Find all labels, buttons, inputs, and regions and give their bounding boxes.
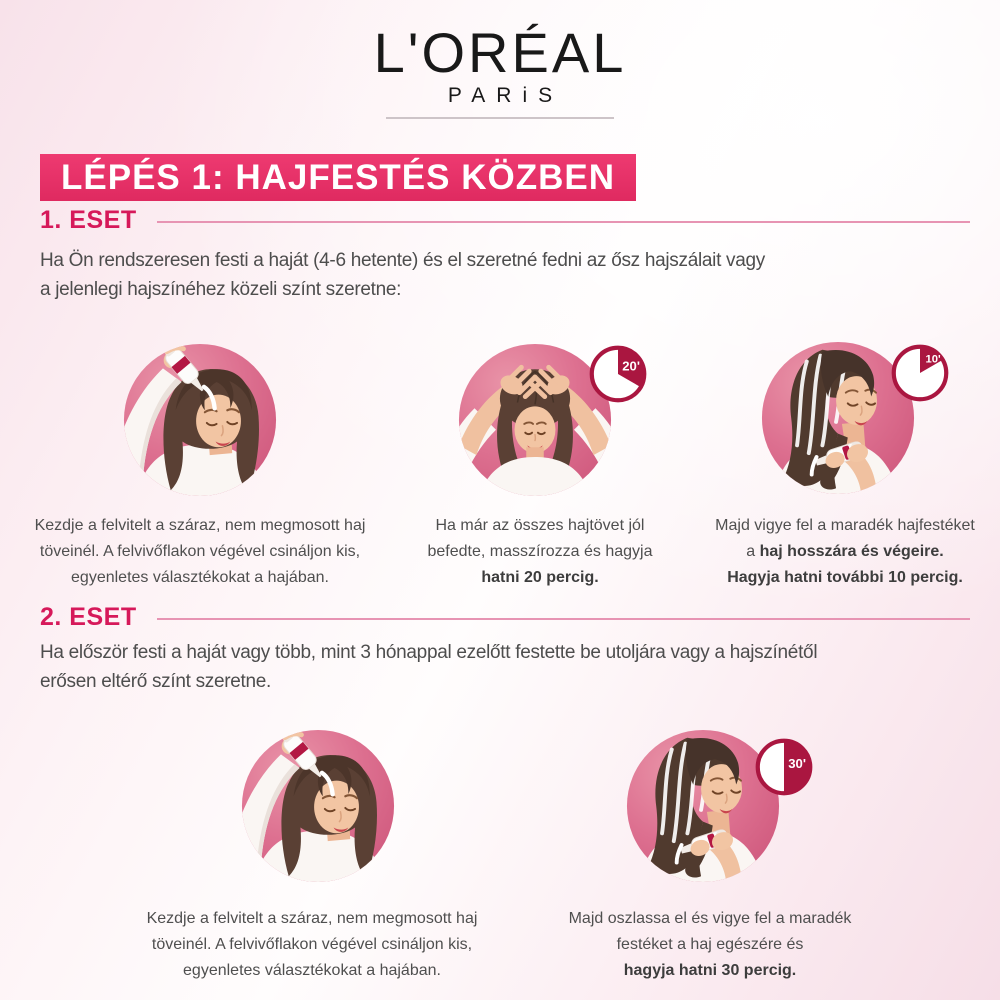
step-figure-apply-lengths bbox=[760, 340, 941, 496]
step-caption-roots-2 bbox=[112, 906, 512, 984]
case2-header bbox=[40, 603, 970, 632]
caption-line: egyenletes választékokat a hajában. bbox=[183, 961, 441, 979]
step-caption-whole-hair bbox=[530, 906, 890, 984]
case1-intro bbox=[40, 247, 765, 305]
step-caption-roots-1 bbox=[0, 513, 400, 591]
logo-divider bbox=[386, 117, 614, 119]
step-caption-lengths bbox=[680, 513, 1000, 591]
case2-heading: 2. ESET bbox=[40, 603, 137, 631]
case1-header bbox=[40, 206, 970, 235]
brand-logo bbox=[0, 21, 1000, 119]
caption-line: Ha először festi a haját vagy több, mint 3 hónappal ezelőtt festette be utoljára vagy a hajszínétől bbox=[40, 642, 818, 663]
caption-line: Kezdje a felvitelt a száraz, nem megmosott haj bbox=[34, 517, 366, 534]
apply-dye-to-roots-illustration bbox=[240, 728, 396, 884]
caption-line: hatni 20 percig. bbox=[481, 568, 599, 586]
timer-badge-20min bbox=[588, 344, 648, 404]
case2-divider bbox=[157, 618, 970, 620]
step-figure-apply-whole-hair bbox=[625, 728, 806, 884]
step-banner-label: LÉPÉS 1: HAJFESTÉS KÖZBEN bbox=[61, 158, 615, 197]
caption-line: festéket a haj egészére és bbox=[616, 935, 804, 953]
timer-badge-10min bbox=[890, 343, 950, 403]
caption-line: Ha már az összes hajtövet jól bbox=[435, 517, 645, 534]
caption-line: Hagyja hatni további 10 percig. bbox=[727, 568, 963, 586]
caption-line: Kezdje a felvitelt a száraz, nem megmosott haj bbox=[146, 910, 478, 927]
case2-intro bbox=[40, 639, 817, 697]
caption-line: befedte, masszírozza és hagyja bbox=[427, 542, 653, 560]
caption-line: hagyja hatni 30 percig. bbox=[623, 961, 797, 979]
brand-logo-wordmark: L'ORÉAL bbox=[373, 21, 627, 84]
step-banner bbox=[40, 154, 636, 201]
caption-line: egyenletes választékokat a hajában. bbox=[71, 568, 329, 586]
caption-line: töveinél. A felvivőflakon végével csináljon kis, bbox=[151, 935, 473, 953]
caption-line: töveinél. A felvivőflakon végével csináljon kis, bbox=[39, 542, 361, 560]
step-caption-massage bbox=[380, 513, 700, 591]
caption-line: Majd oszlassa el és vigye fel a maradék bbox=[568, 910, 852, 927]
caption-line: Majd vigye fel a maradék hajfestéket bbox=[715, 517, 975, 534]
step-figure-massage bbox=[457, 342, 640, 498]
caption-line: erősen eltérő színt szeretne. bbox=[40, 670, 272, 692]
timer-label: 10' bbox=[925, 353, 941, 366]
timer-label: 20' bbox=[622, 358, 640, 374]
caption-line: a haj hosszára és végeire. bbox=[746, 542, 944, 560]
timer-label: 30' bbox=[788, 755, 806, 771]
brand-logo-city: PARiS bbox=[447, 83, 564, 107]
caption-line: Ha Ön rendszeresen festi a haját (4-6 hetente) és el szeretné fedni az ősz hajszálait vagy bbox=[40, 250, 765, 271]
step-figure-apply-roots-1 bbox=[122, 342, 278, 498]
apply-dye-to-roots-illustration bbox=[122, 342, 278, 498]
timer-badge-30min bbox=[754, 737, 814, 797]
case1-divider bbox=[157, 221, 970, 223]
step-figure-apply-roots-2 bbox=[240, 728, 396, 884]
case1-heading: 1. ESET bbox=[40, 206, 137, 234]
caption-line: a jelenlegi hajszínéhez közeli színt szeretne: bbox=[40, 278, 402, 300]
